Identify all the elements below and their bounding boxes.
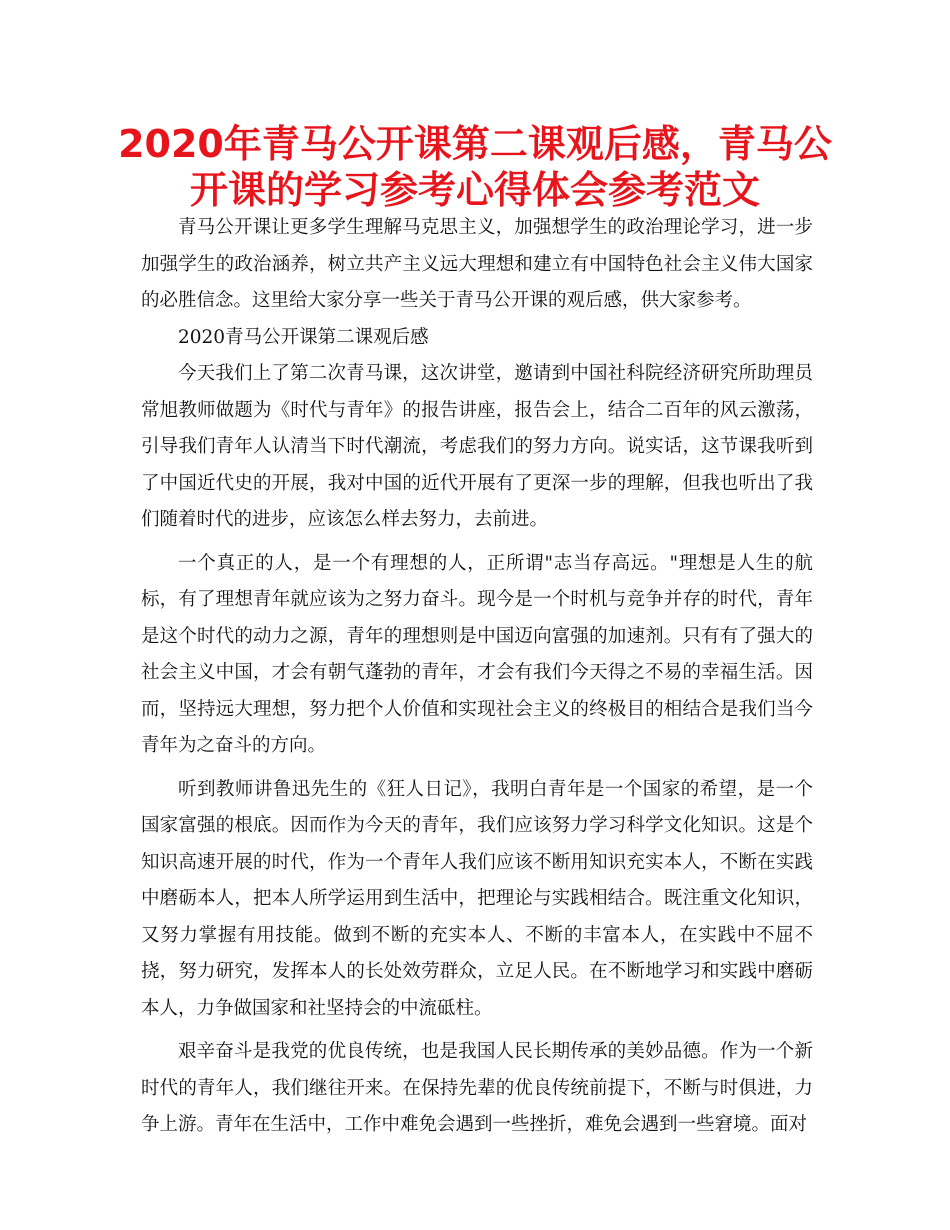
paragraph-intro: 青马公开课让更多学生理解马克思主义，加强想学生的政治理论学习，进一步加强学生的政治涵养，树立共产主义远大理想和建立有中国特色社会主义伟大国家的必胜信念。这里给大家分享一些关于青马公开课的观后感，供大家参考。 <box>141 217 813 311</box>
paragraph-body: 一个真正的人，是一个有理想的人，正所谓"志当存高远。"理想是人生的航标，有了理想青年就应该为之努力奋斗。现今是一个时机与竞争并存的时代，青年是这个时代的动力之源，青年的理想则是中国迈向富强的加速剂。只有有了强大的社会主义中国，才会有朝气蓬勃的青年，才会有我们今天得之不易的幸福生活。因而，坚持远大理想，努力把个人价值和实现社会主义的终极目的相结合是我们当今青年为之奋斗的方向。 <box>141 552 813 756</box>
document-body <box>141 210 813 1144</box>
document-title-line-1: 2020年青马公开课第二课观后感，青马公 <box>118 122 832 166</box>
paragraph-body: 今天我们上了第二次青马课，这次讲堂，邀请到中国社科院经济研究所助理员常旭教师做题为《时代与青年》的报告讲座，报告会上，结合二百年的风云激荡，引导我们青年人认清当下时代潮流，考虑我们的努力方向。说实话，这节课我听到了中国近代史的开展，我对中国的近代开展有了更深一步的理解，但我也听出了我们随着时代的进步，应该怎么样去努力，去前进。 <box>141 363 813 530</box>
paragraph-body: 艰辛奋斗是我党的优良传统，也是我国人民长期传承的美妙品德。作为一个新时代的青年人，我们继往开来。在保持先辈的优良传统前提下，不断与时俱进，力争上游。青年在生活中，工作中难免会遇到一些挫折，难免会遇到一些窘境。面对 <box>141 1041 813 1135</box>
paragraph-body: 听到教师讲鲁迅先生的《狂人日记》，我明白青年是一个国家的希望，是一个国家富强的根底。因而作为今天的青年，我们应该努力学习科学文化知识。这是个知识高速开展的时代，作为一个青年人我们应该不断用知识充实本人，不断在实践中磨砺本人，把本人所学运用到生活中，把理论与实践相结合。既注重文化知识，又努力掌握有用技能。做到不断的充实本人、不断的丰富本人，在实践中不屈不挠，努力研究，发挥本人的长处效劳群众，立足人民。在不断地学习和实践中磨砺本人，力争做国家和社坚持会的中流砥柱。 <box>141 778 813 1019</box>
paragraph-subheading: 2020青马公开课第二课观后感 <box>178 326 429 348</box>
document-title-line-2: 开课的学习参考心得体会参考范文 <box>189 168 760 212</box>
